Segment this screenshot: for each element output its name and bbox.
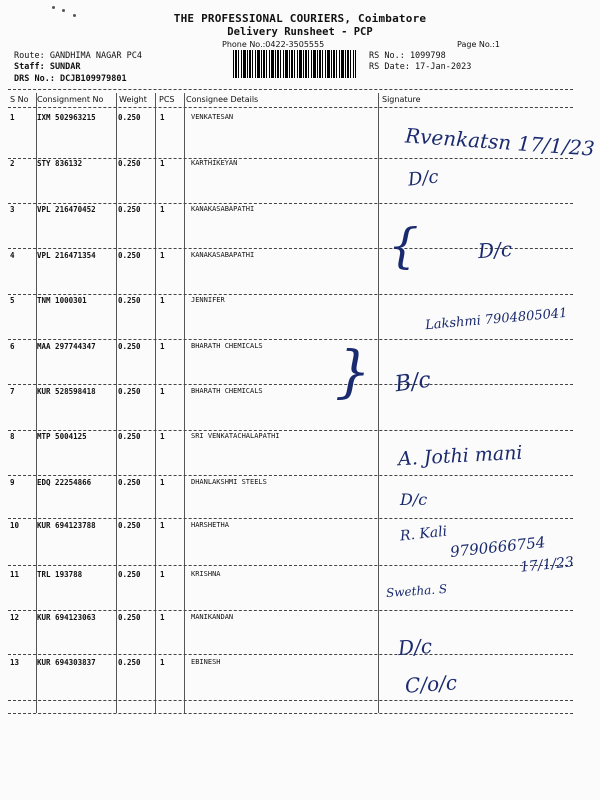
consignee-name: HARSHETHA: [191, 521, 229, 529]
serial-number: 1: [10, 113, 15, 122]
pieces: 1: [160, 113, 165, 122]
consignee-name: EBINESH: [191, 658, 221, 666]
pieces: 1: [160, 658, 165, 667]
pieces: 1: [160, 521, 165, 530]
consignment-number: MTP 5004125: [37, 432, 87, 441]
signature-10-date: 17/1/23: [519, 554, 575, 576]
signature-9: D/c: [400, 490, 428, 509]
row-rule: [8, 565, 573, 566]
signature-3-4-bracket: {: [388, 218, 419, 274]
signature-10-name: R. Kali: [399, 523, 448, 545]
consignment-number: IXM 502963215: [37, 113, 96, 122]
row-rule: [8, 475, 573, 476]
pieces: 1: [160, 159, 165, 168]
row-rule: [8, 430, 573, 431]
col-header-sno: S No: [10, 95, 29, 104]
consignment-number: KUR 694123063: [37, 613, 96, 622]
consignment-number: TNM 1000301: [37, 296, 87, 305]
weight: 0.250: [118, 251, 141, 260]
staff-label: Staff: SUNDAR: [14, 62, 81, 72]
col-divider: [184, 93, 185, 713]
consignee-name: BHARATH CHEMICALS: [191, 387, 263, 395]
signature-10-phone: 9790666754: [449, 533, 547, 561]
serial-number: 13: [10, 658, 20, 667]
col-divider: [155, 93, 156, 713]
col-divider: [116, 93, 117, 713]
weight: 0.250: [118, 342, 141, 351]
consignee-name: KARTHIKEYAN: [191, 159, 238, 167]
consignment-number: STY 836132: [37, 159, 83, 168]
row-rule: [8, 384, 573, 385]
weight: 0.250: [118, 296, 141, 305]
consignee-name: KANAKASABAPATHI: [191, 205, 255, 213]
row-rule: [8, 713, 573, 714]
signature-3-4: D/c: [477, 236, 513, 264]
weight: 0.250: [118, 521, 141, 530]
pieces: 1: [160, 387, 165, 396]
serial-number: 3: [10, 205, 15, 214]
consignee-name: BHARATH CHEMICALS: [191, 342, 263, 350]
consignee-name: KRISHNA: [191, 570, 221, 578]
col-header-weight: Weight: [119, 95, 147, 104]
weight: 0.250: [118, 432, 141, 441]
consignment-number: KUR 694123788: [37, 521, 96, 530]
speck: [52, 6, 55, 9]
consignee-name: MANIKANDAN: [191, 613, 234, 621]
pieces: 1: [160, 251, 165, 260]
header-rule: [8, 107, 573, 108]
row-rule: [8, 203, 573, 204]
signature-13: C/o/c: [404, 670, 458, 698]
weight: 0.250: [118, 113, 141, 122]
row-rule: [8, 158, 573, 159]
consignment-number: VPL 216470452: [37, 205, 96, 214]
table-top-rule: [8, 89, 573, 90]
rs-date: RS Date: 17-Jan-2023: [369, 62, 472, 72]
serial-number: 9: [10, 478, 15, 487]
weight: 0.250: [118, 387, 141, 396]
consignment-number: KUR 528598418: [37, 387, 96, 396]
weight: 0.250: [118, 658, 141, 667]
consignee-name: KANAKASABAPATHI: [191, 251, 255, 259]
consignee-name: JENNIFER: [191, 296, 225, 304]
phone-number: Phone No.:0422-3505555: [222, 40, 325, 49]
serial-number: 12: [10, 613, 20, 622]
serial-number: 10: [10, 521, 20, 530]
pieces: 1: [160, 478, 165, 487]
pieces: 1: [160, 570, 165, 579]
serial-number: 2: [10, 159, 15, 168]
pieces: 1: [160, 432, 165, 441]
row-rule: [8, 294, 573, 295]
serial-number: 8: [10, 432, 15, 441]
drs-number: DRS No.: DCJB109979801: [14, 74, 127, 84]
col-header-consignment: Consignment No: [37, 95, 104, 104]
row-rule: [8, 700, 573, 701]
weight: 0.250: [118, 478, 141, 487]
row-rule: [8, 518, 573, 519]
weight: 0.250: [118, 205, 141, 214]
signature-6-7: B/c: [393, 367, 433, 398]
weight: 0.250: [118, 159, 141, 168]
col-divider: [378, 93, 379, 713]
signature-1: Rvenkatsn 17/1/23: [404, 123, 596, 161]
col-header-signature: Signature: [382, 95, 421, 104]
col-header-pcs: PCS: [159, 95, 175, 104]
row-rule: [8, 610, 573, 611]
signature-8: A. Jothi mani: [397, 441, 524, 471]
serial-number: 6: [10, 342, 15, 351]
page-number: Page No.:1: [457, 40, 500, 49]
consignment-number: TRL 193788: [37, 570, 83, 579]
signature-2: D/c: [406, 166, 440, 191]
consignment-number: KUR 694303837: [37, 658, 96, 667]
signature-5: Lakshmi 7904805041: [424, 305, 569, 334]
serial-number: 5: [10, 296, 15, 305]
pieces: 1: [160, 342, 165, 351]
signature-11: Swetha. S: [385, 581, 448, 601]
rs-number: RS No.: 1099798: [369, 51, 446, 61]
document-title: THE PROFESSIONAL COURIERS, Coimbatore: [173, 12, 427, 25]
serial-number: 11: [10, 570, 20, 579]
col-header-consignee: Consignee Details: [186, 95, 259, 104]
consignment-number: VPL 216471354: [37, 251, 96, 260]
barcode: [233, 50, 356, 78]
route-label: Route: GANDHIMA NAGAR PC4: [14, 51, 142, 61]
serial-number: 7: [10, 387, 15, 396]
pieces: 1: [160, 613, 165, 622]
row-rule: [8, 654, 573, 655]
consignee-name: VENKATESAN: [191, 113, 234, 121]
signature-12: D/c: [397, 633, 433, 661]
consignment-number: EDQ 22254866: [37, 478, 92, 487]
weight: 0.250: [118, 570, 141, 579]
consignee-name: SRI VENKATACHALAPATHI: [191, 432, 280, 440]
document-subtitle: Delivery Runsheet - PCP: [227, 26, 373, 38]
serial-number: 4: [10, 251, 15, 260]
pieces: 1: [160, 205, 165, 214]
pieces: 1: [160, 296, 165, 305]
signature-6-7-bracket: }: [335, 340, 371, 405]
weight: 0.250: [118, 613, 141, 622]
consignment-number: MAA 297744347: [37, 342, 96, 351]
consignee-name: DHANLAKSHMI STEELS: [191, 478, 267, 486]
row-rule: [8, 339, 573, 340]
